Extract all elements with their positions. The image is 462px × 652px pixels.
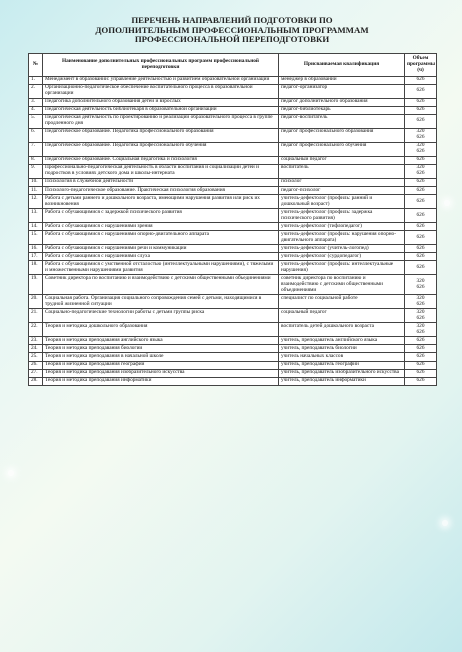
- qualification: учитель, преподаватель информатики: [279, 377, 405, 385]
- header-program-name: Наименование дополнительных профессиональных программ профессиональной переподготовки: [43, 53, 279, 76]
- row-number: 10.: [29, 178, 43, 186]
- row-number: 28.: [29, 377, 43, 385]
- table-row: [29, 84, 437, 98]
- row-number: 24.: [29, 345, 43, 353]
- row-number: 17.: [29, 253, 43, 261]
- table-row: [29, 223, 437, 231]
- table-row: [29, 178, 437, 186]
- program-name: Теория и методика преподавания в начальной школе: [43, 353, 279, 361]
- program-volume: 320 626: [405, 295, 437, 309]
- row-number: 21.: [29, 309, 43, 323]
- row-number: 3.: [29, 98, 43, 106]
- table-row: [29, 128, 437, 142]
- sparkle-decoration: [442, 520, 448, 526]
- row-number: 27.: [29, 369, 43, 377]
- program-volume: 626: [405, 345, 437, 353]
- row-number: 6.: [29, 128, 43, 142]
- program-name: Работа с детьми раннего и дошкольного возраста, имеющими нарушения развития или риск их возникновения: [43, 195, 279, 209]
- program-name: Социально-педагогические технологии работы с детьми группы риска: [43, 309, 279, 323]
- qualification: учитель-дефектолог (тифлопедагог): [279, 223, 405, 231]
- row-number: 16.: [29, 245, 43, 253]
- program-name: Работа с обучающимися с задержкой психического развития: [43, 209, 279, 223]
- program-name: Педагогическая деятельность библиотекаря в образовательной организации: [43, 106, 279, 114]
- row-number: 22.: [29, 323, 43, 337]
- table-row: [29, 353, 437, 361]
- program-name: Педагогическая деятельность по проектированию и реализации образовательного процесса в группе продленного дня: [43, 114, 279, 128]
- title-line: ДОПОЛНИТЕЛЬНЫМ ПРОФЕССИОНАЛЬНЫМ ПРОГРАММАМ: [95, 24, 369, 35]
- table-row: [29, 253, 437, 261]
- program-volume: 320 626: [405, 323, 437, 337]
- header-volume: Объем программы (ч): [405, 53, 437, 76]
- title-line: ПРОФЕССИОНАЛЬНОЙ ПЕРЕПОДГОТОВКИ: [134, 34, 330, 45]
- program-volume: 626: [405, 114, 437, 128]
- program-volume: 320 626: [405, 275, 437, 295]
- program-name: Социальная работа. Организация социального сопровождения семей с детьми, находящимися в трудной жизненной ситуации: [43, 295, 279, 309]
- row-number: 20.: [29, 295, 43, 309]
- qualification: психолог: [279, 178, 405, 186]
- table-row: [29, 209, 437, 223]
- qualification: учитель-дефектолог (профиль: нарушения опорно-двигательного аппарата): [279, 231, 405, 245]
- program-volume: 626: [405, 186, 437, 194]
- table-row: [29, 156, 437, 164]
- program-volume: 626: [405, 76, 437, 84]
- table-header-row: [29, 53, 437, 76]
- qualification: учитель, преподаватель биологии: [279, 345, 405, 353]
- program-name: Теория и методика преподавания информатики: [43, 377, 279, 385]
- table-row: [29, 369, 437, 377]
- program-name: Профессионально-педагогическая деятельность в области воспитания и социализации детей и подростков в условиях детского дома и школы-интерната: [43, 164, 279, 178]
- row-number: 18.: [29, 261, 43, 275]
- qualification: педагог профессионального обучения: [279, 142, 405, 156]
- table-row: [29, 231, 437, 245]
- row-number: 4.: [29, 106, 43, 114]
- row-number: 23.: [29, 337, 43, 345]
- table-row: [29, 361, 437, 369]
- header-number: №: [29, 53, 43, 76]
- qualification: педагог профессионального образования: [279, 128, 405, 142]
- program-volume: 320 626: [405, 164, 437, 178]
- document-title: [28, 12, 436, 45]
- qualification: воспитатель детей дошкольного возраста: [279, 323, 405, 337]
- program-volume: 320 626: [405, 309, 437, 323]
- program-volume: 626: [405, 156, 437, 164]
- table-row: [29, 106, 437, 114]
- qualification: учитель-дефектолог (сурдопедагог): [279, 253, 405, 261]
- qualification: социальный педагог: [279, 156, 405, 164]
- program-volume: 626: [405, 98, 437, 106]
- table-row: [29, 337, 437, 345]
- qualification: специалист по социальной работе: [279, 295, 405, 309]
- sparkle-decoration: [8, 470, 14, 476]
- program-name: Работа с обучающимися с нарушениями слуха: [43, 253, 279, 261]
- qualification: педагог дополнительного образования: [279, 98, 405, 106]
- qualification: учитель, преподаватель изобразительного искусства: [279, 369, 405, 377]
- qualification: учитель начальных классов: [279, 353, 405, 361]
- document-page: [28, 12, 436, 644]
- program-name: Теория и методика дошкольного образования: [43, 323, 279, 337]
- table-row: [29, 377, 437, 385]
- row-number: 7.: [29, 142, 43, 156]
- qualification: педагог-психолог: [279, 186, 405, 194]
- table-row: [29, 295, 437, 309]
- program-name: Организационно-педагогическое обеспечение воспитательного процесса в образовательной организации: [43, 84, 279, 98]
- qualification: учитель-дефектолог (учитель-логопед): [279, 245, 405, 253]
- qualification: педагог-библиотекарь: [279, 106, 405, 114]
- row-number: 25.: [29, 353, 43, 361]
- program-volume: 626: [405, 353, 437, 361]
- program-name: Работа с обучающимися с нарушениями зрения: [43, 223, 279, 231]
- program-name: Теория и методика преподавания английского языка: [43, 337, 279, 345]
- title-line: ПЕРЕЧЕНЬ НАПРАВЛЕНИЙ ПОДГОТОВКИ ПО: [131, 15, 333, 25]
- program-volume: 626: [405, 223, 437, 231]
- program-name: Психология в служебной деятельности: [43, 178, 279, 186]
- program-name: Педагогика дополнительного образования детей и взрослых: [43, 98, 279, 106]
- program-volume: 626: [405, 369, 437, 377]
- program-name: Работа с обучающимися с нарушениями опорно-двигательного аппарата: [43, 231, 279, 245]
- table-row: [29, 114, 437, 128]
- program-name: Теория и методика преподавания биологии: [43, 345, 279, 353]
- program-name: Советник директора по воспитанию и взаимодействию с детскими общественными объединениями: [43, 275, 279, 295]
- row-number: 8.: [29, 156, 43, 164]
- program-volume: 626: [405, 253, 437, 261]
- table-row: [29, 275, 437, 295]
- program-volume: 626: [405, 245, 437, 253]
- table-row: [29, 323, 437, 337]
- program-name: Психолого-педагогическое образование. Практическая психология образования: [43, 186, 279, 194]
- program-volume: 320 626: [405, 128, 437, 142]
- program-volume: 626: [405, 261, 437, 275]
- program-volume: 626: [405, 209, 437, 223]
- table-row: [29, 261, 437, 275]
- row-number: 11.: [29, 186, 43, 194]
- qualification: учитель, преподаватель английского языка: [279, 337, 405, 345]
- program-name: Теория и методика преподавания изобразительного искусства: [43, 369, 279, 377]
- program-volume: 626: [405, 84, 437, 98]
- qualification: менеджер в образовании: [279, 76, 405, 84]
- program-volume: 626: [405, 377, 437, 385]
- table-row: [29, 245, 437, 253]
- sparkle-decoration: [444, 200, 450, 206]
- qualification: воспитатель: [279, 164, 405, 178]
- qualification: педагог-воспитатель: [279, 114, 405, 128]
- row-number: 12.: [29, 195, 43, 209]
- qualification: учитель, преподаватель географии: [279, 361, 405, 369]
- header-qualification: Присваиваемая квалификация: [279, 53, 405, 76]
- program-name: Работа с обучающимися с нарушениями речи и коммуникации: [43, 245, 279, 253]
- row-number: 14.: [29, 223, 43, 231]
- table-row: [29, 186, 437, 194]
- program-name: Педагогическое образование. Педагогика профессионального обучения: [43, 142, 279, 156]
- row-number: 15.: [29, 231, 43, 245]
- qualification: советник директора по воспитанию и взаимодействию с детскими общественными объединениями: [279, 275, 405, 295]
- table-row: [29, 164, 437, 178]
- program-name: Педагогическое образование. Педагогика профессионального образования: [43, 128, 279, 142]
- program-volume: 626: [405, 231, 437, 245]
- row-number: 13.: [29, 209, 43, 223]
- programs-table: [28, 53, 437, 386]
- row-number: 26.: [29, 361, 43, 369]
- program-name: Теория и методика преподавания географии: [43, 361, 279, 369]
- table-row: [29, 76, 437, 84]
- table-row: [29, 98, 437, 106]
- table-row: [29, 309, 437, 323]
- row-number: 19.: [29, 275, 43, 295]
- qualification: учитель-дефектолог (профиль: задержка психического развития): [279, 209, 405, 223]
- program-volume: 626: [405, 195, 437, 209]
- qualification: учитель-дефектолог (профиль: ранний и дошкольный возраст): [279, 195, 405, 209]
- qualification: учитель-дефектолог (профиль: интеллектуальные нарушения): [279, 261, 405, 275]
- program-volume: 320 626: [405, 142, 437, 156]
- program-name: Педагогическое образование. Социальная педагогика и психология: [43, 156, 279, 164]
- row-number: 5.: [29, 114, 43, 128]
- program-volume: 626: [405, 106, 437, 114]
- row-number: 9.: [29, 164, 43, 178]
- program-volume: 626: [405, 337, 437, 345]
- program-volume: 626: [405, 361, 437, 369]
- program-name: Менеджмент в образовании: управление деятельностью и развитием образовательной организации: [43, 76, 279, 84]
- qualification: педагог-организатор: [279, 84, 405, 98]
- table-row: [29, 142, 437, 156]
- row-number: 2.: [29, 84, 43, 98]
- row-number: 1.: [29, 76, 43, 84]
- qualification: социальный педагог: [279, 309, 405, 323]
- table-row: [29, 195, 437, 209]
- program-volume: 626: [405, 178, 437, 186]
- table-row: [29, 345, 437, 353]
- program-name: Работа с обучающимися с умственной отсталостью (интеллектуальными нарушениями), с тяжелыми и множественными нарушениями развития: [43, 261, 279, 275]
